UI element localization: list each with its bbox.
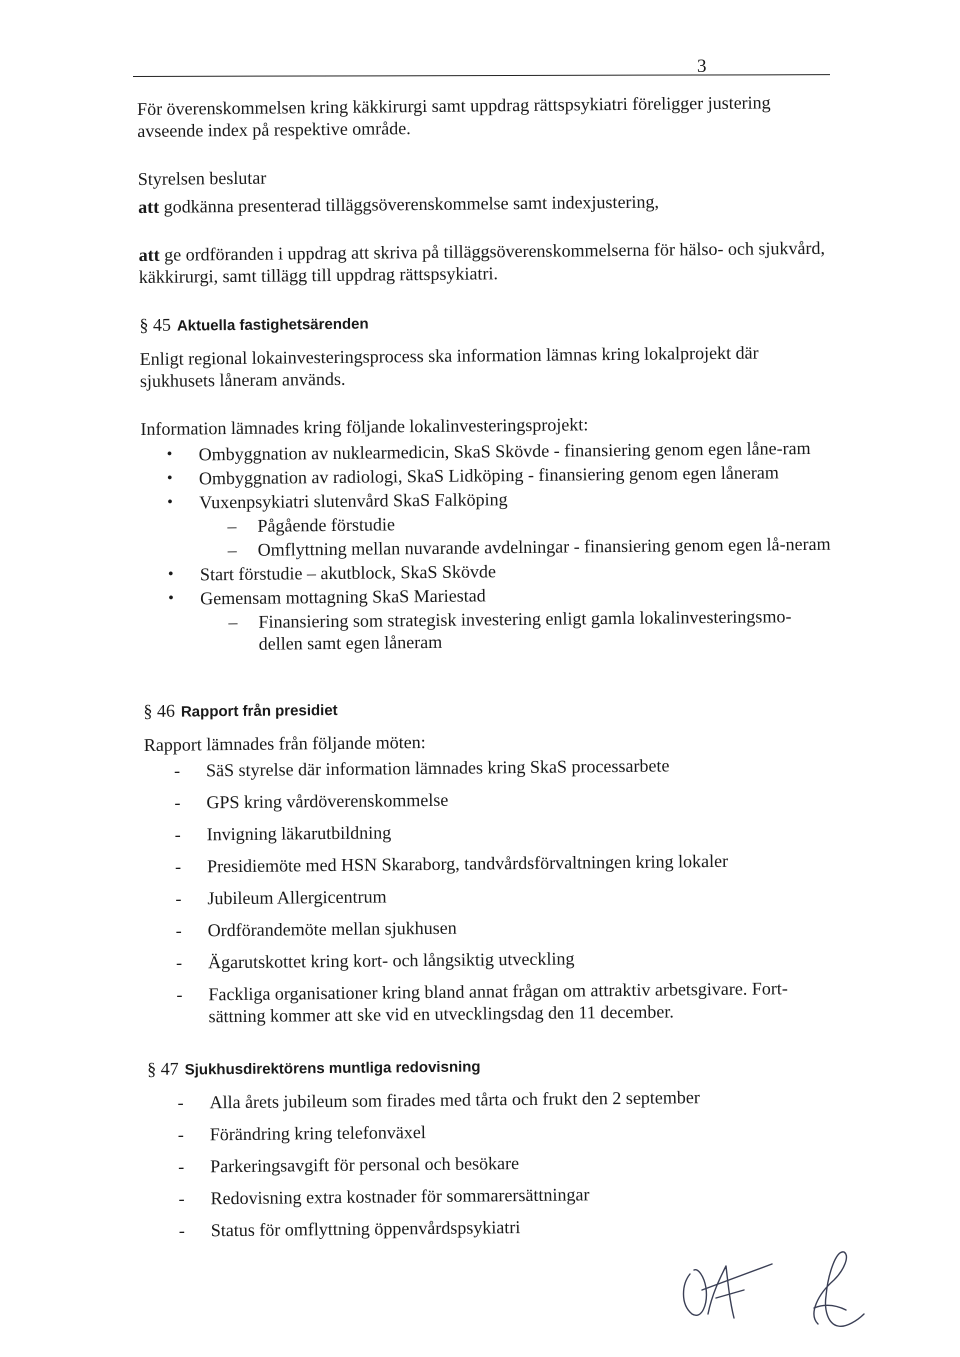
section-45-list [141,437,833,656]
section-47 [147,1051,839,1242]
section-47-list [147,1085,839,1242]
list-item: - Jubileum Allergicentrum [145,881,835,910]
sub-list-item: – Finansiering som strategisk investering enligt gamla lokalinvesteringsmo-dellen samt egen låneram [200,605,832,656]
list-item: - Ägarutskottet kring kort- och långsiktig utveckling [146,945,836,974]
list-item: - Parkeringsavgift för personal och besökare [148,1149,838,1178]
initials-stroke-3 [702,1264,772,1290]
list-item-text: Gemensam mottagning SkaS Mariestad [200,585,486,609]
decision-item-1-text: godkänna presenterad tilläggsöverenskommelse samt indexjustering, [163,191,660,217]
list-item [141,485,832,562]
section-46 [143,693,836,1028]
section-45-paragraph: Enligt regional lokainvesteringsprocess ska information lämnas kring lokalprojekt där sjukhusets låneram används. [139,342,759,391]
list-item: • Ombyggnation av radiologi, SkaS Lidköping - finansiering genom egen låneram [141,461,831,490]
sub-list [199,509,831,562]
section-45-number: § 45 [139,314,171,335]
list-item: - Fackliga organisationer kring bland annat frågan om attraktiv arbetsgivare. Fort-sättning kommer att ske vid en utvecklingsdag den 11 december. [146,977,836,1028]
decision-item-2 [139,237,829,288]
sub-list-item: – Pågående förstudie [199,509,831,538]
section-46-title: Rapport från presidiet [180,701,338,721]
section-45-title: Aktuella fastighetsärenden [176,315,369,335]
list-item: - SäS styrelse där information lämnades kring SkaS processarbete [144,753,834,782]
section-45-intro: Information lämnades kring följande lokalinvesteringsprojekt: [140,414,589,439]
decision-item-2-text: ge ordföranden i uppdrag att skriva på tilläggsöverenskommelserna för hälso- och sjukvård, käkkirurgi, samt tillägg till uppdrag rättspsykiatri. [138,237,826,287]
list-item: - Förändring kring telefonväxel [148,1117,838,1146]
page-number: 3 [697,56,707,77]
list-item: - Alla årets jubileum som firades med tårta och frukt den 2 september [147,1085,837,1114]
sub-list [200,605,832,656]
initials-stroke-5 [814,1252,864,1326]
section-46-number: § 46 [143,700,176,721]
initials-stroke-6 [814,1305,846,1310]
section-47-title: Sjukhusdirektörens muntliga redovisning [184,1058,481,1079]
initials-stroke-1 [684,1270,707,1316]
list-item: - Redovisning extra kostnader för sommarersättningar [148,1181,838,1210]
sub-list-item: – Omflyttning mellan nuvarande avdelningar - finansiering genom egen lå-neram [200,533,832,562]
section-46-list [144,753,837,1028]
list-item [142,581,833,656]
list-item-text: Vuxenpsykiatri slutenvård SkaS Falköping [199,489,508,513]
att-keyword: att [138,244,160,265]
list-item: • Start förstudie – akutblock, SkaS Skövde [142,557,832,586]
section-45 [139,307,833,656]
decision-heading: Styrelsen beslutar [137,167,267,189]
initials-stroke-2 [708,1266,734,1318]
section-45-heading [139,307,829,338]
list-item: - GPS kring vårdöverenskommelse [144,785,834,814]
decision-item-1 [138,189,828,218]
list-item: - Ordförandemöte mellan sjukhusen [146,913,836,942]
list-item: - Presidiemöte med HSN Skaraborg, tandvårdsförvaltningen kring lokaler [145,849,835,878]
section-46-intro: Rapport lämnades från följande möten: [143,732,426,755]
intro-paragraph: För överenskommelsen kring käkkirurgi samt uppdrag rättspsykiatri föreligger justering avseende index på respektive område. [137,92,771,141]
att-keyword: att [138,196,160,217]
document-body [137,91,839,1252]
list-item: - Status för omflyttning öppenvårdspsykiatri [149,1213,839,1242]
section-46-heading [143,693,833,724]
list-item: • Ombyggnation av nuklearmedicin, SkaS Skövde - finansiering genom egen låne-ram [141,437,831,466]
section-47-heading [147,1051,837,1082]
signature-icon [668,1244,868,1334]
section-47-number: § 47 [147,1058,179,1079]
list-item: - Invigning läkarutbildning [145,817,835,846]
header-rule [133,74,830,77]
